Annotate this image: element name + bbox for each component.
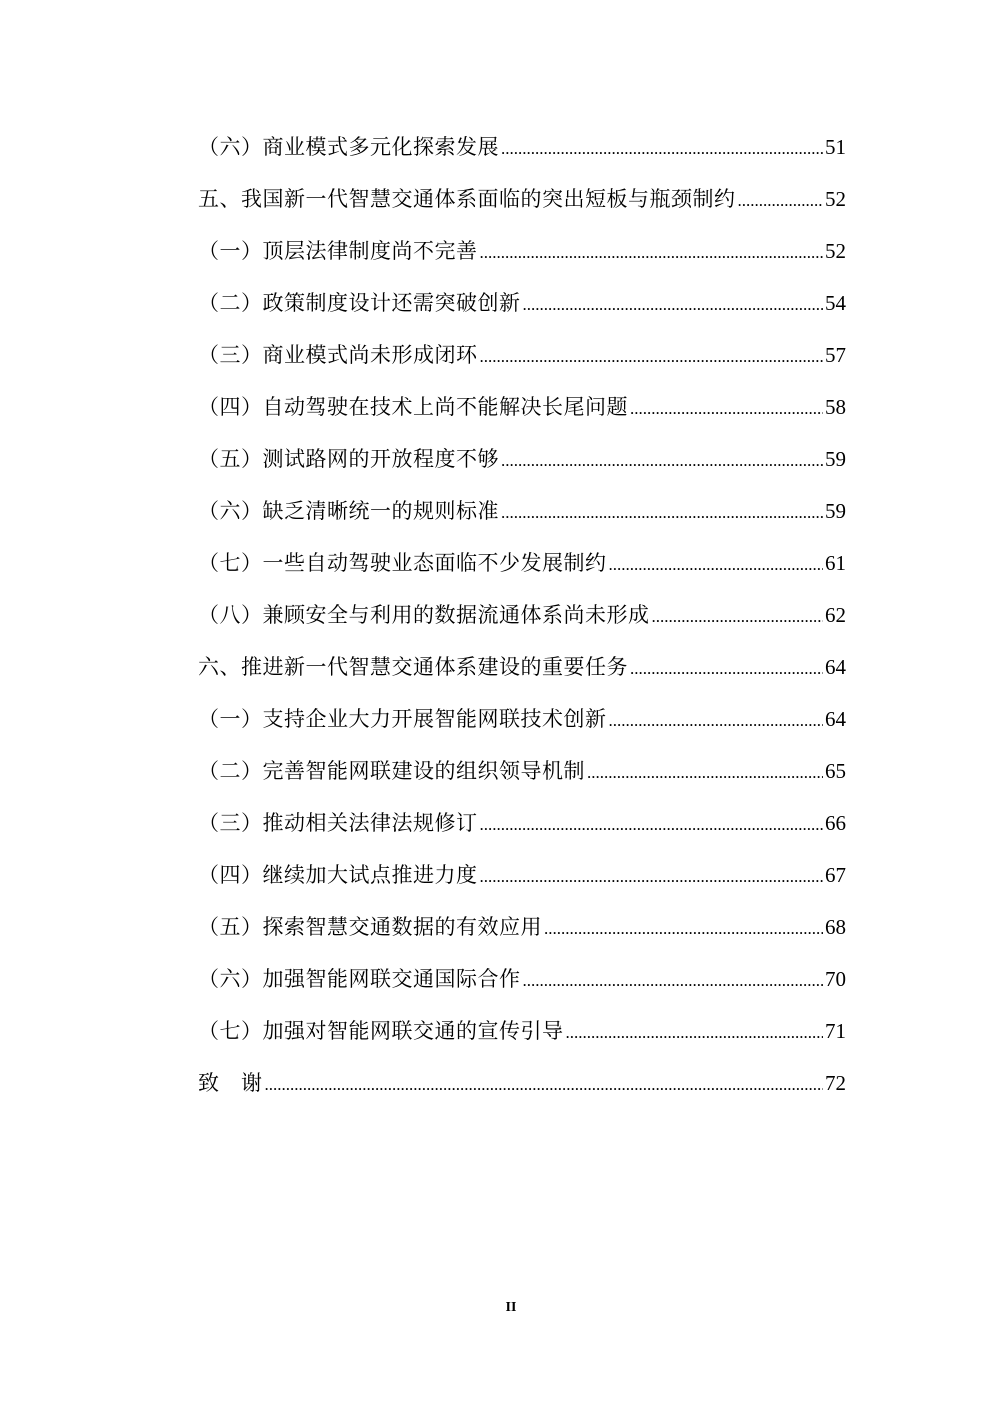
toc-entry[interactable] — [198, 797, 846, 849]
toc-entry-page: 66 — [825, 811, 846, 835]
toc-entry[interactable] — [198, 745, 846, 797]
toc-entry-page: 72 — [825, 1071, 846, 1095]
toc-entry[interactable] — [198, 1005, 846, 1057]
toc-entry[interactable] — [198, 329, 846, 381]
toc-entry[interactable] — [198, 433, 846, 485]
toc-entry[interactable] — [198, 225, 846, 277]
dot-leader — [265, 1059, 824, 1111]
toc-entry-page: 51 — [825, 135, 846, 159]
dot-leader — [544, 903, 823, 955]
toc-entry-page: 71 — [825, 1019, 846, 1043]
toc-entry-page: 59 — [825, 499, 846, 523]
toc-entry-page: 59 — [825, 447, 846, 471]
toc-entry-page: 64 — [825, 707, 846, 731]
toc-entry-page: 57 — [825, 343, 846, 367]
toc-entry[interactable] — [198, 277, 846, 329]
toc-entry[interactable] — [198, 641, 846, 693]
toc-entry[interactable] — [198, 1057, 846, 1109]
toc-entry-title: （二）政策制度设计还需突破创新 — [198, 291, 521, 315]
toc-entry[interactable] — [198, 849, 846, 901]
toc-entry-page: 52 — [825, 187, 846, 211]
dot-leader — [566, 1007, 824, 1059]
toc-entry-page: 67 — [825, 863, 846, 887]
dot-leader — [609, 695, 824, 747]
toc-entry-title: （三）商业模式尚未形成闭环 — [198, 343, 478, 367]
toc-entry-page: 64 — [825, 655, 846, 679]
toc-entry-title: 六、推进新一代智慧交通体系建设的重要任务 — [198, 655, 628, 679]
toc-entry-title: （一）支持企业大力开展智能网联技术创新 — [198, 707, 607, 731]
toc-entry[interactable] — [198, 381, 846, 433]
toc-entry-title: （五）探索智慧交通数据的有效应用 — [198, 915, 542, 939]
dot-leader — [480, 331, 824, 383]
dot-leader — [609, 539, 824, 591]
toc-entry-page: 62 — [825, 603, 846, 627]
toc-entry-title: （八）兼顾安全与利用的数据流通体系尚未形成 — [198, 603, 650, 627]
toc-entry[interactable] — [198, 693, 846, 745]
toc-entry-title: （二）完善智能网联建设的组织领导机制 — [198, 759, 585, 783]
dot-leader — [652, 591, 824, 643]
dot-leader — [738, 175, 824, 227]
toc-entry-title: 致 谢 — [198, 1071, 263, 1095]
toc-entry-page: 58 — [825, 395, 846, 419]
toc-entry-title: （三）推动相关法律法规修订 — [198, 811, 478, 835]
dot-leader — [480, 851, 824, 903]
toc-entry-page: 65 — [825, 759, 846, 783]
toc-entry-title: （六）加强智能网联交通国际合作 — [198, 967, 521, 991]
toc-entry[interactable] — [198, 589, 846, 641]
toc-entry-title: （六）缺乏清晰统一的规则标准 — [198, 499, 499, 523]
dot-leader — [630, 383, 823, 435]
toc-entry-title: （七）一些自动驾驶业态面临不少发展制约 — [198, 551, 607, 575]
dot-leader — [523, 955, 824, 1007]
toc-entry-title: （六）商业模式多元化探索发展 — [198, 135, 499, 159]
toc-entry-title: （四）自动驾驶在技术上尚不能解决长尾问题 — [198, 395, 628, 419]
toc-entry-page: 52 — [825, 239, 846, 263]
toc-entry-title: （四）继续加大试点推进力度 — [198, 863, 478, 887]
toc-entry[interactable] — [198, 485, 846, 537]
toc-entry[interactable] — [198, 173, 846, 225]
toc-entry-title: （五）测试路网的开放程度不够 — [198, 447, 499, 471]
dot-leader — [501, 435, 823, 487]
toc-entry-title: （七）加强对智能网联交通的宣传引导 — [198, 1019, 564, 1043]
toc-entry[interactable] — [198, 901, 846, 953]
dot-leader — [501, 123, 823, 175]
toc-entry[interactable] — [198, 121, 846, 173]
toc-entry-page: 68 — [825, 915, 846, 939]
toc-entry-page: 70 — [825, 967, 846, 991]
dot-leader — [630, 643, 823, 695]
page-number: II — [505, 1300, 517, 1315]
dot-leader — [480, 227, 824, 279]
toc-entry-page: 61 — [825, 551, 846, 575]
toc-entry-title: 五、我国新一代智慧交通体系面临的突出短板与瓶颈制约 — [198, 187, 736, 211]
dot-leader — [523, 279, 824, 331]
toc-entry[interactable] — [198, 953, 846, 1005]
dot-leader — [587, 747, 823, 799]
toc-entry[interactable] — [198, 537, 846, 589]
dot-leader — [480, 799, 824, 851]
toc-entry-title: （一）顶层法律制度尚不完善 — [198, 239, 478, 263]
table-of-contents — [198, 121, 846, 1109]
dot-leader — [501, 487, 823, 539]
toc-entry-page: 54 — [825, 291, 846, 315]
